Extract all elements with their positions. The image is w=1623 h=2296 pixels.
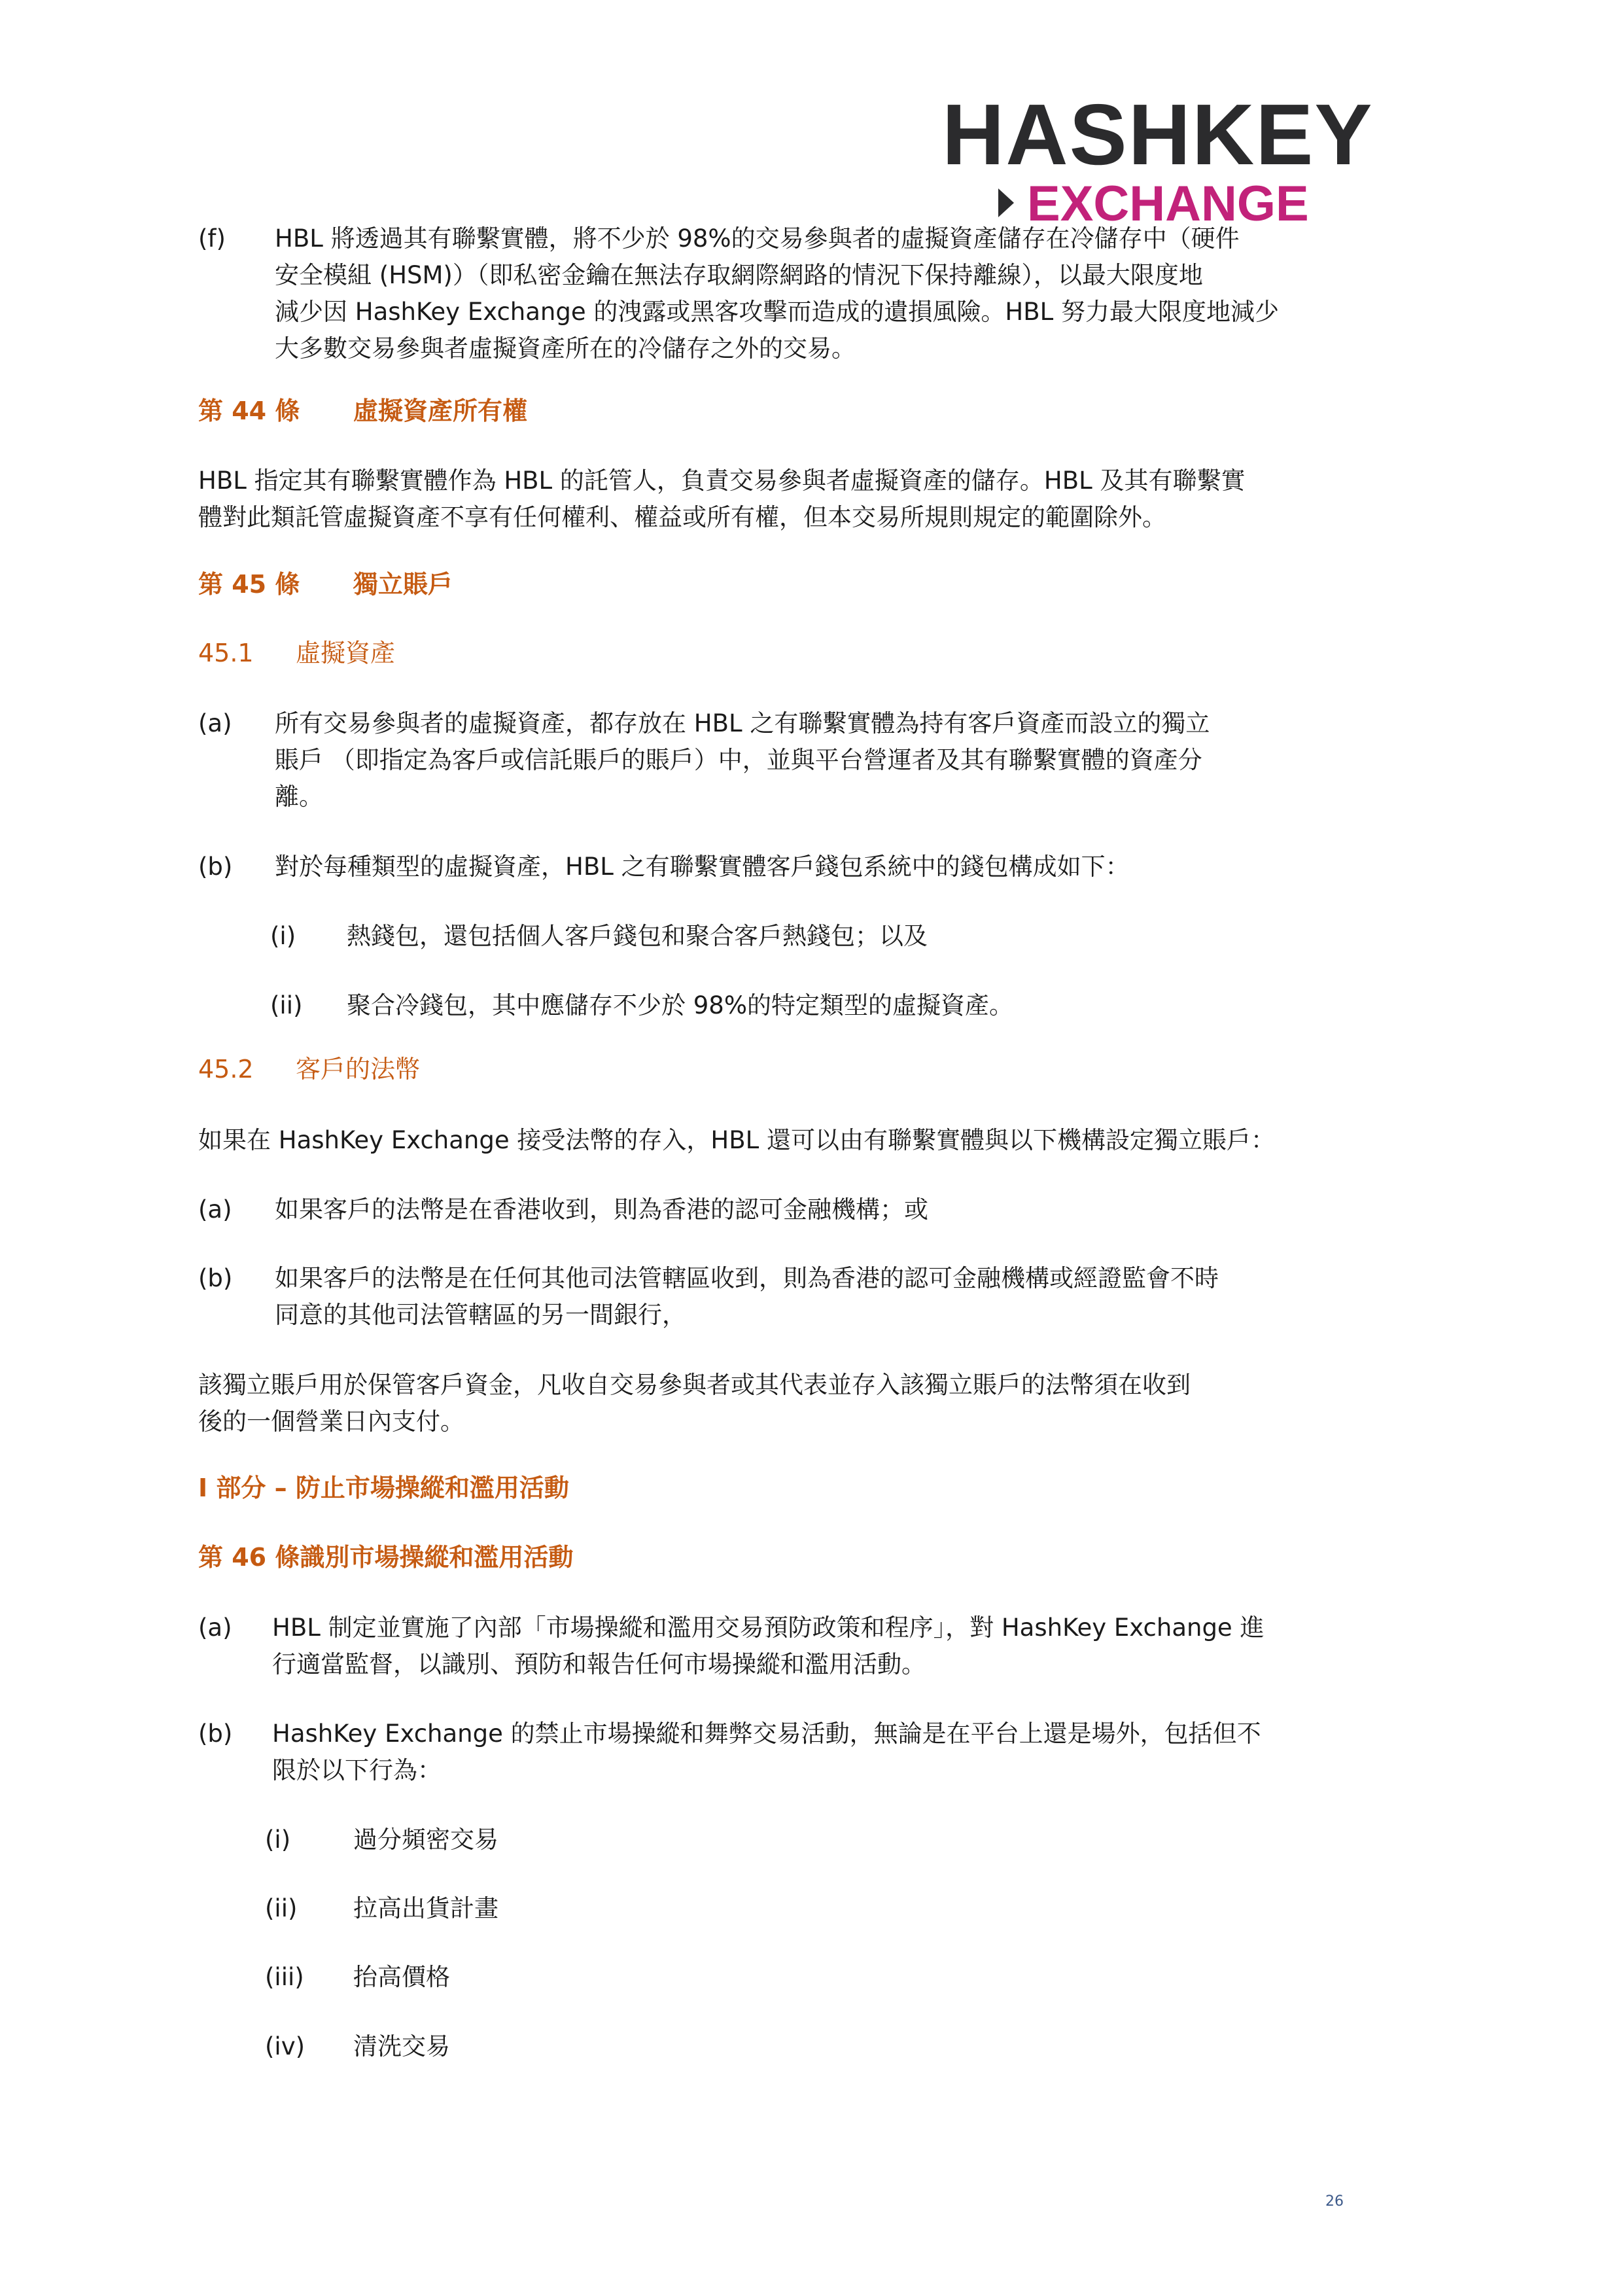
- list-item-text: 過分頻密交易: [353, 1826, 498, 1854]
- clause-45-a-line: 所有交易參與者的虛擬資產，都存放在 HBL 之有聯繫實體為持有客戶資產而設立的獨立: [275, 709, 1210, 737]
- list-item-label: (ii): [265, 1894, 298, 1922]
- clause-45-b-label: (b): [198, 853, 233, 881]
- clause-45-2-a-text: 如果客戶的法幣是在香港收到，則為香港的認可金融機構；或: [275, 1195, 928, 1224]
- logo-sub: EXCHANGE: [1027, 176, 1309, 232]
- hashkey-exchange-logo: [942, 86, 1374, 232]
- clause-f-line: 減少因 HashKey Exchange 的洩露或黑客攻擊而造成的遺損風險。HBL 努力最大限度地減少: [275, 298, 1279, 326]
- list-item-label: (iii): [265, 1963, 304, 1991]
- clause-f-line: 大多數交易參與者虛擬資產所在的冷儲存之外的交易。: [275, 334, 856, 362]
- section-45-2-number: 45.2: [198, 1055, 254, 1084]
- clause-45-a-line: 賬戶 （即指定為客戶或信託賬戶的賬戶）中，並與平台營運者及其有聯繫實體的資產分: [275, 746, 1202, 774]
- clause-46-a-line: 行適當監督，以識別、預防和報告任何市場操縱和濫用活動。: [272, 1650, 926, 1678]
- clause-45-2-b-line: 同意的其他司法管轄區的另一間銀行，: [275, 1301, 686, 1329]
- clause-46-a-label: (a): [198, 1614, 232, 1642]
- closing-line: 該獨立賬戶用於保管客戶資金，凡收自交易參與者或其代表並存入該獨立賬戶的法幣須在收到: [198, 1371, 1191, 1399]
- clause-46-b-label: (b): [198, 1720, 233, 1748]
- clause-45-2-a-label: (a): [198, 1195, 232, 1224]
- clause-45-b-text: 對於每種類型的虛擬資產，HBL 之有聯繫實體客戶錢包系統中的錢包構成如下：: [275, 853, 1130, 881]
- article-44-number: 第 44 條: [198, 397, 300, 425]
- clause-46-a-line: HBL 制定並實施了內部「市場操縱和濫用交易預防政策和程序」，對 HashKey Exchange 進: [272, 1614, 1265, 1642]
- clause-45-b-ii-label: (ii): [270, 991, 303, 1019]
- list-item-text: 拉高出貨計畫: [353, 1894, 498, 1922]
- article-45-title: 獨立賬戶: [353, 570, 453, 599]
- article-44-title: 虛擬資產所有權: [353, 397, 528, 425]
- clause-45-b-ii-text: 聚合冷錢包，其中應儲存不少於 98%的特定類型的虛擬資產。: [347, 991, 1013, 1019]
- clause-45-2-b-label: (b): [198, 1264, 233, 1292]
- clause-45-b-i-label: (i): [270, 922, 296, 950]
- clause-f-line: 安全模組 (HSM)）（即私密金鑰在無法存取網際網路的情況下保持離線），以最大限度地: [275, 261, 1203, 289]
- clause-46-b-line: 限於以下行為：: [272, 1756, 442, 1784]
- clause-46-b-line: HashKey Exchange 的禁止市場操縱和舞弊交易活動，無論是在平台上還是場外，包括但不: [272, 1720, 1261, 1748]
- clause-45-a-line: 離。: [275, 783, 323, 811]
- clause-f-label: (f): [198, 224, 226, 253]
- part-i-heading: I 部分 – 防止市場操縱和濫用活動: [198, 1474, 569, 1502]
- list-item-label: (i): [265, 1826, 291, 1854]
- logo-arrow-icon: [998, 188, 1014, 217]
- section-45-2-title: 客戶的法幣: [296, 1055, 421, 1084]
- article-45-number: 第 45 條: [198, 570, 300, 599]
- article-44-line: HBL 指定其有聯繫實體作為 HBL 的託管人，負責交易參與者虛擬資產的儲存。HBL 及其有聯繫實: [198, 467, 1246, 495]
- clause-45-2-b-line: 如果客戶的法幣是在任何其他司法管轄區收到，則為香港的認可金融機構或經證監會不時: [275, 1264, 1219, 1292]
- section-45-2-intro: 如果在 HashKey Exchange 接受法幣的存入，HBL 還可以由有聯繫實體與以下機構設定獨立賬戶：: [198, 1126, 1275, 1154]
- article-44-line: 體對此類託管虛擬資產不享有任何權利、權益或所有權，但本交易所規則規定的範圍除外。: [198, 503, 1166, 531]
- list-item-label: (iv): [265, 2032, 305, 2060]
- logo-name: HASHKEY: [942, 86, 1374, 183]
- clause-f-line: HBL 將透過其有聯繫實體，將不少於 98%的交易參與者的虛擬資產儲存在冷儲存中（硬件: [275, 224, 1240, 253]
- section-45-1-title: 虛擬資產: [296, 639, 396, 667]
- article-46-heading: 第 46 條識別市場操縱和濫用活動: [198, 1543, 574, 1572]
- list-item-text: 清洗交易: [353, 2032, 450, 2060]
- clause-45-b-i-text: 熱錢包，還包括個人客戶錢包和聚合客戶熱錢包；以及: [347, 922, 928, 950]
- list-item-text: 抬高價格: [353, 1963, 450, 1991]
- clause-45-a-label: (a): [198, 709, 232, 737]
- page-number: 26: [1325, 2193, 1344, 2210]
- section-45-1-number: 45.1: [198, 639, 254, 667]
- closing-line: 後的一個營業日內支付。: [198, 1407, 464, 1436]
